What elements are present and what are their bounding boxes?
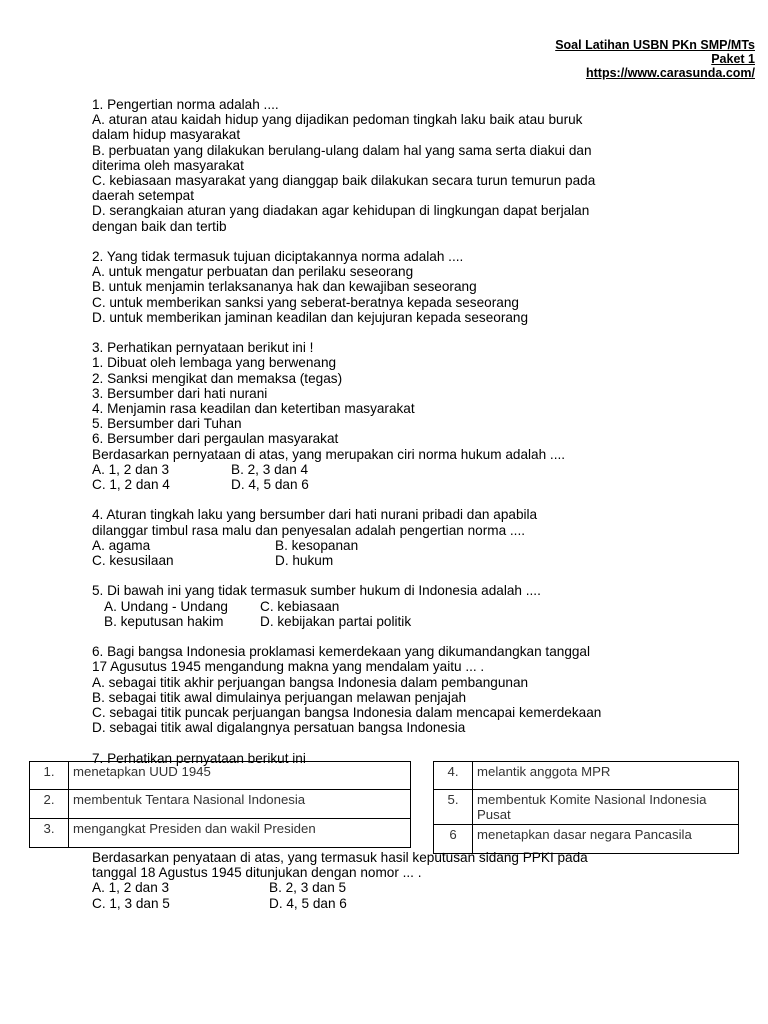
question-line: 5. Di bawah ini yang tidak termasuk sumber hukum di Indonesia adalah .... (92, 583, 541, 599)
statement-number: 1. (30, 762, 69, 790)
question-line: tanggal 18 Agustus 1945 ditunjukan dengan nomor ... . (92, 865, 422, 881)
question-line: Berdasarkan penyataan di atas, yang termasuk hasil keputusan sidang PPKI pada (92, 850, 588, 865)
question-line: dalam hidup masyarakat (92, 127, 241, 143)
question-1 (92, 97, 692, 234)
statements-table-right (433, 761, 739, 854)
source-link[interactable]: https://www.carasunda.com/ (585, 66, 755, 80)
question-line: 3. Perhatikan pernyataan berikut ini ! (92, 340, 314, 356)
statement-number: 6 (434, 825, 473, 854)
statement-text: menetapkan dasar negara Pancasila (473, 825, 739, 854)
document-title: Soal Latihan USBN PKn SMP/MTs (555, 38, 755, 52)
question-3 (92, 340, 692, 492)
question-line: D. sebagai titik awal digalangnya persatuan bangsa Indonesia (92, 720, 466, 736)
statement-text: mengangkat Presiden dan wakil Presiden (69, 819, 411, 848)
statement-text: melantik anggota MPR (473, 762, 739, 790)
question-5 (92, 583, 692, 629)
question-line: B. perbuatan yang dilakukan berulang-ulang dalam hal yang sama serta diakui dan (92, 142, 592, 158)
answer-option: B. keputusan hakim (104, 613, 224, 629)
document-header (555, 38, 755, 80)
question-line: dengan baik dan tertib (92, 218, 227, 234)
question-7-continuation (92, 850, 588, 911)
question-line: D. untuk memberikan jaminan keadilan dan kejujuran kepada seseorang (92, 309, 529, 325)
question-line: 3. Bersumber dari hati nurani (92, 385, 268, 401)
answer-option: D. 4, 5 dan 6 (269, 895, 347, 911)
answer-option: D. hukum (275, 553, 334, 569)
answer-option: D. kebijakan partai politik (260, 613, 412, 629)
statement-number: 5. (434, 790, 473, 825)
question-line: C. kebiasaan masyarakat yang dianggap baik dilakukan secara turun temurun pada (92, 173, 596, 189)
question-line: 4. Menjamin rasa keadilan dan ketertiban masyarakat (92, 401, 415, 417)
answer-option: D. 4, 5 dan 6 (231, 477, 309, 493)
question-line: 5. Bersumber dari Tuhan (92, 416, 242, 432)
answer-option: A. Undang - Undang (104, 598, 228, 614)
option-row (92, 462, 692, 477)
answer-option: A. 1, 2 dan 3 (92, 461, 170, 477)
question-line: 17 Agusutus 1945 mengandung makna yang mendalam yaitu ... . (92, 659, 485, 675)
statement-number: 2. (30, 790, 69, 819)
answer-option: C. kesusilaan (92, 553, 174, 569)
question-line: C. sebagai titik puncak perjuangan bangsa Indonesia dalam mencapai kemerdekaan (92, 705, 602, 721)
answer-option: A. agama (92, 537, 151, 553)
statement-text: membentuk Tentara Nasional Indonesia (69, 790, 411, 819)
question-line: 7. Perhatikan pernyataan berikut ini (92, 750, 306, 766)
question-line: 6. Bersumber dari pergaulan masyarakat (92, 431, 339, 447)
question-2 (92, 249, 692, 325)
answer-option: B. 2, 3 dan 5 (269, 880, 347, 896)
questions-container (92, 97, 692, 766)
answer-option: C. 1, 2 dan 4 (92, 477, 170, 493)
question-line: Berdasarkan pernyataan di atas, yang merupakan ciri norma hukum adalah .... (92, 446, 566, 462)
answer-option: B. kesopanan (275, 537, 359, 553)
question-line: A. untuk mengatur perbuatan dan perilaku seseorang (92, 264, 414, 280)
question-line: 1. Pengertian norma adalah .... (92, 97, 279, 112)
question-line: B. untuk menjamin terlaksananya hak dan kewajiban seseorang (92, 279, 477, 295)
option-row (92, 538, 692, 553)
question-line: 2. Yang tidak termasuk tujuan diciptakannya norma adalah .... (92, 249, 464, 265)
question-line: 1. Dibuat oleh lembaga yang berwenang (92, 355, 337, 371)
question-4 (92, 507, 692, 568)
option-row (92, 614, 692, 629)
question-line: C. untuk memberikan sanksi yang seberat-beratnya kepada seseorang (92, 294, 519, 310)
table-row (434, 762, 739, 790)
statement-number: 4. (434, 762, 473, 790)
question-line: 4. Aturan tingkah laku yang bersumber dari hati nurani pribadi dan apabila (92, 507, 538, 523)
statement-text: menetapkan UUD 1945 (69, 762, 411, 790)
answer-option: C. 1, 3 dan 5 (92, 895, 170, 911)
question-line: D. serangkaian aturan yang diadakan agar kehidupan di lingkungan dapat berjalan (92, 203, 590, 219)
answer-option: C. kebiasaan (260, 598, 340, 614)
question-line: 2. Sanksi mengikat dan memaksa (tegas) (92, 370, 343, 386)
question-line: dilanggar timbul rasa malu dan penyesalan adalah pengertian norma .... (92, 522, 526, 538)
answer-option: B. 2, 3 dan 4 (231, 461, 309, 477)
table-row (434, 790, 739, 825)
option-row (92, 477, 692, 492)
option-row (92, 880, 588, 895)
question-line: 6. Bagi bangsa Indonesia proklamasi kemerdekaan yang dikumandangkan tanggal (92, 644, 591, 660)
question-line: B. sebagai titik awal dimulainya perjuangan melawan penjajah (92, 689, 467, 705)
option-row (92, 553, 692, 568)
table-row (30, 790, 411, 819)
table-row (30, 819, 411, 848)
question-line: diterima oleh masyarakat (92, 157, 244, 173)
option-row (92, 599, 692, 614)
answer-option: A. 1, 2 dan 3 (92, 880, 170, 896)
paket-label: Paket 1 (711, 52, 755, 66)
statements-table-left (29, 761, 411, 848)
question-6 (92, 644, 692, 735)
table-row (30, 762, 411, 790)
option-row (92, 896, 588, 911)
statement-number: 3. (30, 819, 69, 848)
question-line: daerah setempat (92, 188, 195, 204)
question-line: A. sebagai titik akhir perjuangan bangsa Indonesia dalam pembangunan (92, 674, 529, 690)
question-line: A. aturan atau kaidah hidup yang dijadikan pedoman tingkah laku baik atau buruk (92, 112, 583, 128)
statement-text: membentuk Komite Nasional Indonesia Pusat (473, 790, 739, 825)
